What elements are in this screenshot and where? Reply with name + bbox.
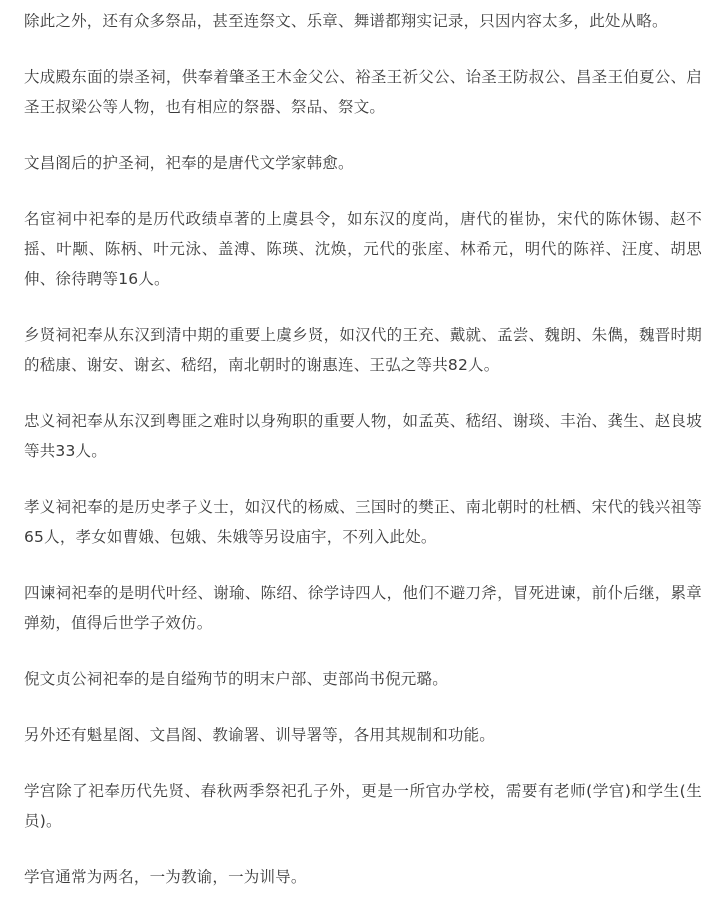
paragraph-chongsheng-shrine: 大成殿东面的崇圣祠，供奉着肇圣王木金父公、裕圣王祈父公、诒圣王防叔公、昌圣王伯夏公、启圣王叔梁公等人物，也有相应的祭器、祭品、祭文。: [24, 68, 702, 116]
article-body: [24, 0, 702, 918]
paragraph-xiangxian-shrine: 乡贤祠祀奉从东汉到清中期的重要上虞乡贤，如汉代的王充、戴就、孟尝、魏朗、朱儁，魏晋时期的嵇康、谢安、谢玄、嵇绍，南北朝时的谢惠连、王弘之等共82人。: [24, 326, 702, 374]
paragraph-husheng-shrine: 文昌阁后的护圣祠，祀奉的是唐代文学家韩愈。: [24, 154, 354, 172]
paragraph-ni-wenzhen-shrine: 倪文贞公祠祀奉的是自缢殉节的明末户部、吏部尚书倪元璐。: [24, 670, 448, 688]
paragraph-official-school: 学宫除了祀奉历代先贤、春秋两季祭祀孔子外，更是一所官办学校，需要有老师(学官)和学生(生员)。: [24, 782, 702, 830]
paragraph-sacrifices: 除此之外，还有众多祭品，甚至连祭文、乐章、舞谱都翔实记录，只因内容太多，此处从略。: [24, 12, 668, 30]
paragraph-other-buildings: 另外还有魁星阁、文昌阁、教谕署、训导署等，各用其规制和功能。: [24, 726, 496, 744]
paragraph-sijian-shrine: 四谏祠祀奉的是明代叶经、谢瑜、陈绍、徐学诗四人，他们不避刀斧，冒死进谏，前仆后继，累章弹劾，值得后世学子效仿。: [24, 584, 702, 632]
paragraph-zhongyi-shrine: 忠义祠祀奉从东汉到粤匪之难时以身殉职的重要人物，如孟英、嵇绍、谢琰、丰治、龚生、赵良坡等共33人。: [24, 412, 702, 460]
paragraph-minghuan-shrine: 名宦祠中祀奉的是历代政绩卓著的上虞县令，如东汉的度尚，唐代的崔协，宋代的陈休锡、赵不摇、叶颙、陈柄、叶元泳、盖溥、陈瑛、沈焕，元代的张庢、林希元，明代的陈祥、汪度、胡思伸、徐待聘等16人。: [24, 210, 702, 288]
paragraph-xiaoyi-shrine: 孝义祠祀奉的是历史孝子义士，如汉代的杨威、三国时的樊正、南北朝时的杜栖、宋代的钱兴祖等65人，孝女如曹娥、包娥、朱娥等另设庙宇，不列入此处。: [24, 498, 702, 546]
paragraph-school-officials: 学官通常为两名，一为教谕，一为训导。: [24, 868, 307, 886]
